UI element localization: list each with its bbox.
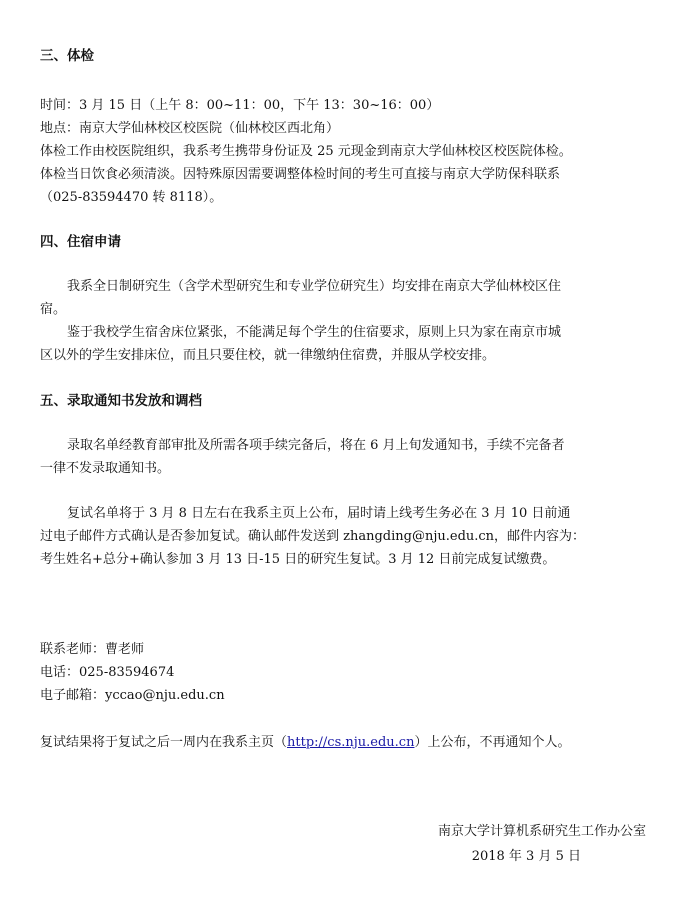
admission-p2-line-1: 复试名单将于 3 月 8 日左右在我系主页上公布，届时请上线考生务必在 3 月 10 日前通 [67,506,571,521]
admission-p1-line-2: 一律不发录取通知书。 [40,461,171,476]
result-suffix: ）上公布，不再通知个人。 [414,735,571,750]
signature-office: 南京大学计算机系研究生工作办公室 [437,824,646,839]
result-notice [40,731,570,750]
exam-place: 地点：南京大学仙林校区校医院（仙林校区西北角） [40,121,340,136]
section-3-heading: 三、体检 [40,48,94,64]
admission-p2-line-2: 过电子邮件方式确认是否参加复试。确认邮件发送到 zhangding@nju.edu.cn，邮件内容为： [40,529,586,544]
contact-teacher: 联系老师：曹老师 [40,642,145,657]
exam-body-line-3: （025-83594470 转 8118）。 [40,190,223,205]
contact-email: 电子邮箱：yccao@nju.edu.cn [40,688,225,703]
result-prefix: 复试结果将于复试之后一周内在我系主页（ [40,735,288,750]
admission-p2-line-3: 考生姓名+总分+确认参加 3 月 13 日-15 日的研究生复试。3 月 12 日前完成复试缴费。 [40,552,556,567]
housing-p1-line-1: 我系全日制研究生（含学术型研究生和专业学位研究生）均安排在南京大学仙林校区住 [67,279,562,294]
exam-time: 时间：3 月 15 日（上午 8：00~11：00，下午 13：30~16：00） [40,98,440,113]
homepage-link[interactable]: http://cs.nju.edu.cn [287,735,415,750]
section-5-heading: 五、录取通知书发放和调档 [40,393,202,409]
housing-p2-line-2: 区以外的学生安排床位，而且只要住校，就一律缴纳住宿费，并服从学校安排。 [40,348,496,363]
housing-p2-line-1: 鉴于我校学生宿舍床位紧张，不能满足每个学生的住宿要求，原则上只为家在南京市城 [67,325,562,340]
admission-p1-line-1: 录取名单经教育部审批及所需各项手续完备后，将在 6 月上旬发通知书，手续不完备者 [67,438,565,453]
exam-body-line-1: 体检工作由校医院组织，我系考生携带身份证及 25 元现金到南京大学仙林校区校医院体检。 [40,144,572,159]
exam-body-line-2: 体检当日饮食必须清淡。因特殊原因需要调整体检时间的考生可直接与南京大学防保科联系 [40,167,561,182]
housing-p1-line-2: 宿。 [40,302,67,317]
signature-date: 2018 年 3 月 5 日 [471,849,581,864]
contact-phone: 电话：025-83594674 [40,665,175,680]
section-4-heading: 四、住宿申请 [40,234,121,250]
